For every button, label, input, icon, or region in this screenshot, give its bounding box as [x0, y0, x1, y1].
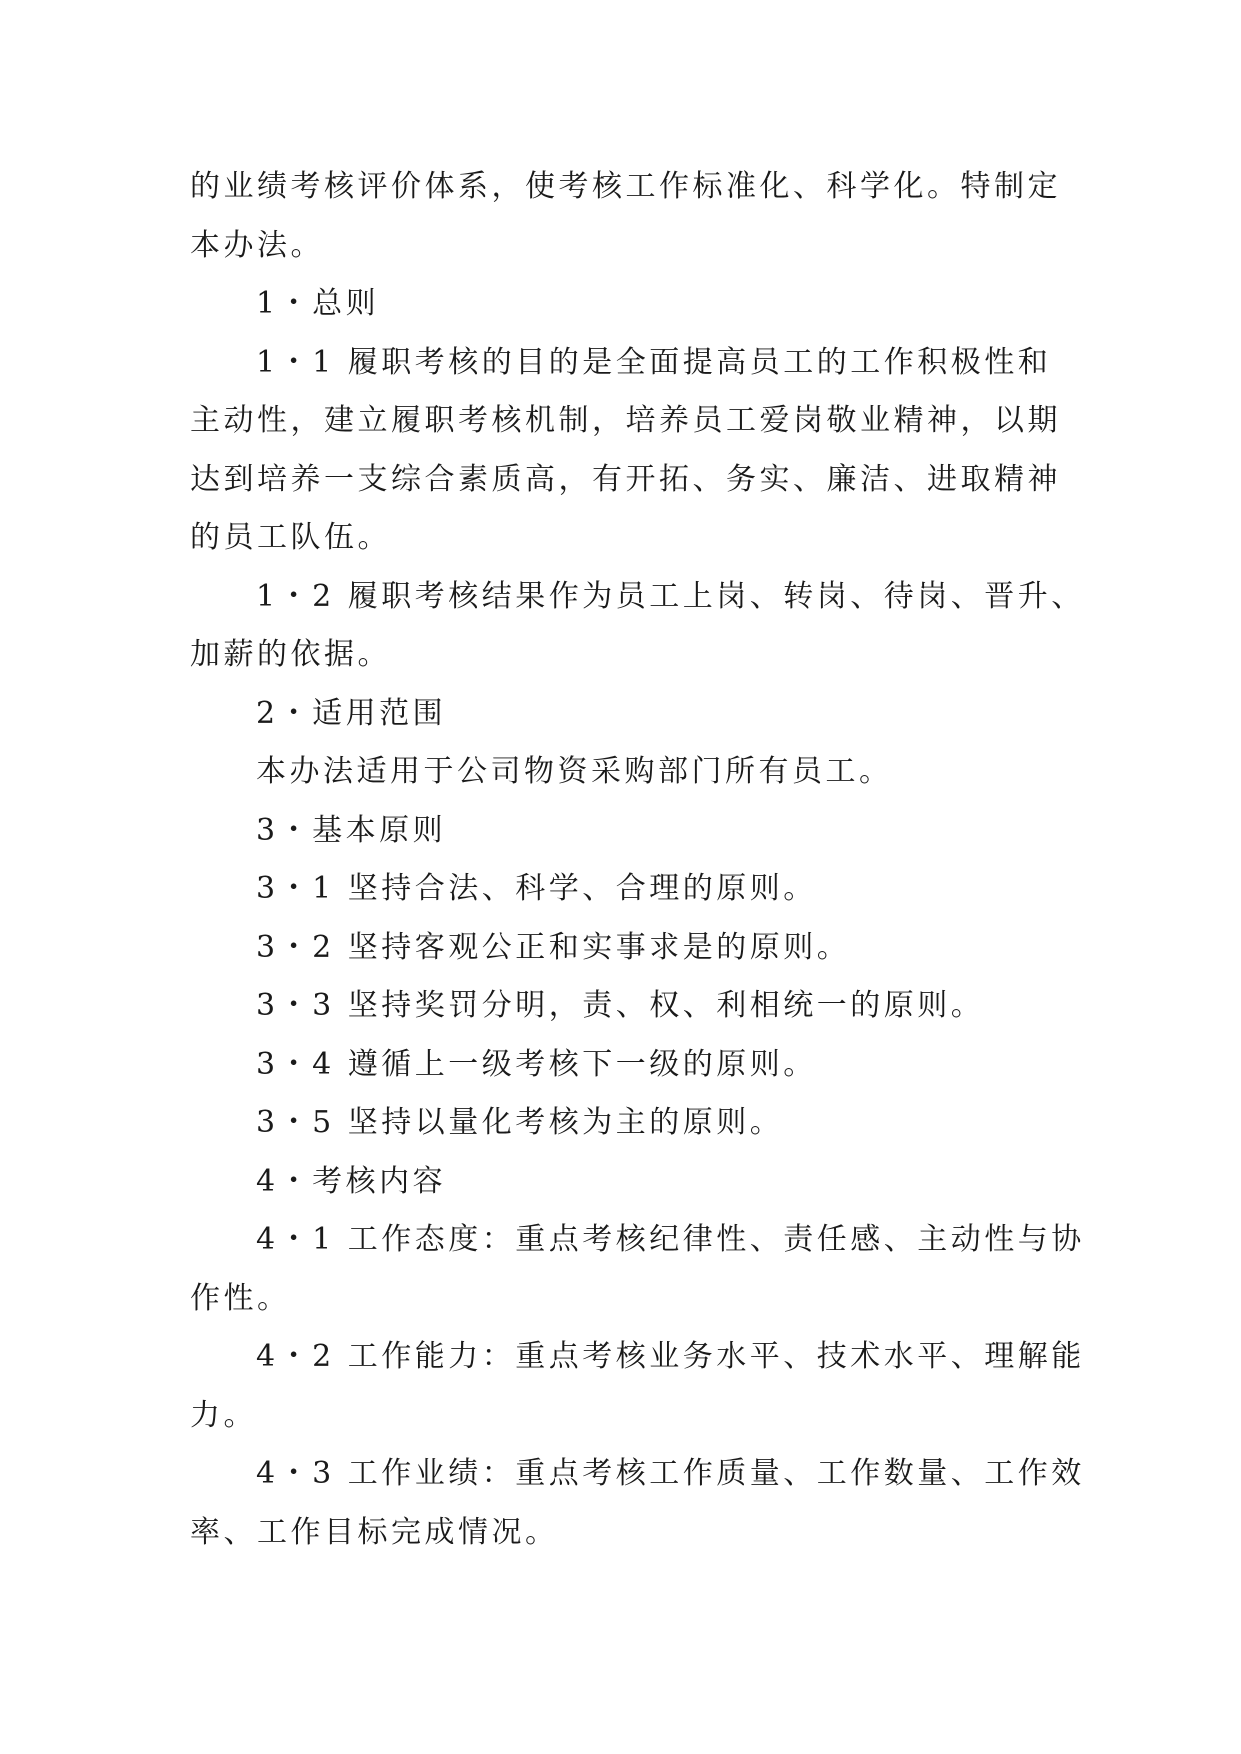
clause-1-2-line: 1・2 履职考核结果作为员工上岗、转岗、待岗、晋升、 — [256, 578, 1085, 614]
clause-3-3-line: 3・3 坚持奖罚分明，责、权、利相统一的原则。 — [256, 988, 985, 1023]
clause-4-1-line: 4・1 工作态度：重点考核纪律性、责任感、主动性与协 — [256, 1222, 1085, 1257]
clause-4-3-line: 率、工作目标完成情况。 — [190, 1514, 559, 1550]
clause-3-4-line: 3・4 遵循上一级考核下一级的原则。 — [256, 1046, 817, 1082]
section-heading-2: 2・适用范围 — [256, 695, 447, 731]
clause-1-1-line: 的员工队伍。 — [190, 520, 391, 555]
section-heading-1: 1・总则 — [256, 286, 380, 321]
clause-4-2-line: 力。 — [190, 1397, 257, 1433]
document-body — [190, 158, 1085, 1562]
clause-1-1-line: 达到培养一支综合素质高，有开拓、务实、廉洁、进取精神 — [190, 461, 1061, 497]
clause-3-5-line: 3・5 坚持以量化考核为主的原则。 — [256, 1105, 784, 1140]
clause-1-1-line: 1・1 履职考核的目的是全面提高员工的工作积极性和 — [256, 344, 1052, 380]
clause-3-1-line: 3・1 坚持合法、科学、合理的原则。 — [256, 871, 817, 906]
clause-3-2-line: 3・2 坚持客观公正和实事求是的原则。 — [256, 929, 851, 965]
clause-4-1-line: 作性。 — [190, 1280, 291, 1316]
clause-1-2-line: 加薪的依据。 — [190, 637, 391, 672]
clause-4-2-line: 4・2 工作能力：重点考核业务水平、技术水平、理解能 — [256, 1339, 1085, 1374]
section-heading-3: 3・基本原则 — [256, 812, 447, 848]
clause-4-3-line: 4・3 工作业绩：重点考核工作质量、工作数量、工作效 — [256, 1456, 1085, 1491]
section-heading-4: 4・考核内容 — [256, 1163, 447, 1199]
text-line: 的业绩考核评价体系，使考核工作标准化、科学化。特制定 — [190, 169, 1061, 204]
text-line: 本办法。 — [190, 227, 324, 263]
clause-1-1-line: 主动性，建立履职考核机制，培养员工爱岗敬业精神，以期 — [190, 403, 1061, 438]
section-2-text: 本办法适用于公司物资采购部门所有员工。 — [256, 754, 893, 789]
